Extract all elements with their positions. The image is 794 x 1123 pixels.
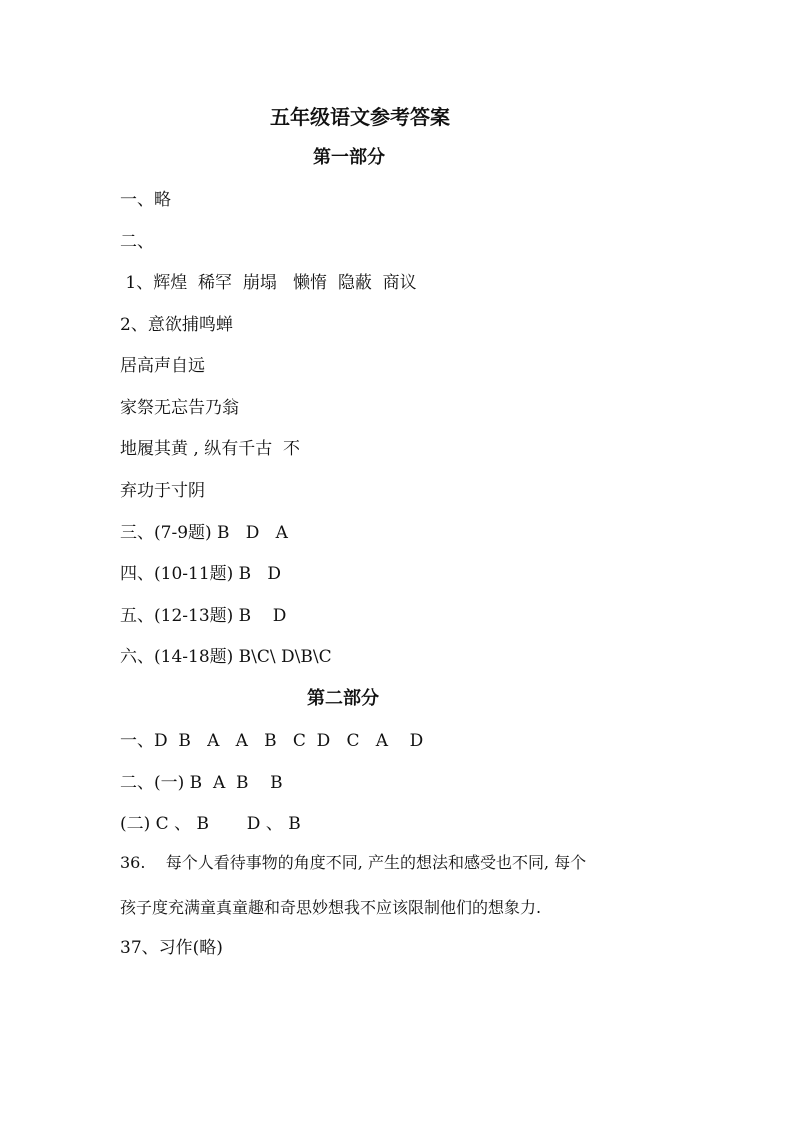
answer-line: 二、(一) B A B B <box>120 773 283 793</box>
answer-line: 37、习作(略) <box>120 938 223 958</box>
answer-line: 一、D B A A B C D C A D <box>120 731 424 751</box>
answer-line: 一、略 <box>120 190 171 210</box>
answer-line: 居高声自远 <box>120 356 205 376</box>
part-two-heading: 第二部分 <box>307 688 379 709</box>
answer-line: 2、意欲捕鸣蝉 <box>120 315 233 335</box>
answer-line: 地履其黄 , 纵有千古 不 <box>120 439 301 459</box>
answer-line: 四、(10-11题) B D <box>120 564 282 584</box>
answer-line: 五、(12-13题) B D <box>120 606 287 626</box>
answer-line: 弃功于寸阴 <box>120 481 205 501</box>
part-one-heading: 第一部分 <box>313 147 385 168</box>
page-title: 五年级语文参考答案 <box>270 105 450 129</box>
answer-line: 二、 <box>120 232 154 252</box>
answer-line: (二) C 、 B D 、 B <box>120 814 301 834</box>
answer-line: 三、(7-9题) B D A <box>120 523 288 543</box>
answer-line: 家祭无忘告乃翁 <box>120 398 239 418</box>
answer-line: 36. 每个人看待事物的角度不同, 产生的想法和感受也不同, 每个 <box>120 853 587 872</box>
answer-line: 六、(14-18题) B\C\ D\B\C <box>120 647 332 667</box>
answer-line: 孩子度充满童真童趣和奇思妙想我不应该限制他们的想象力. <box>120 898 542 917</box>
answer-line: 1、辉煌 稀罕 崩塌 懒惰 隐蔽 商议 <box>120 273 417 293</box>
